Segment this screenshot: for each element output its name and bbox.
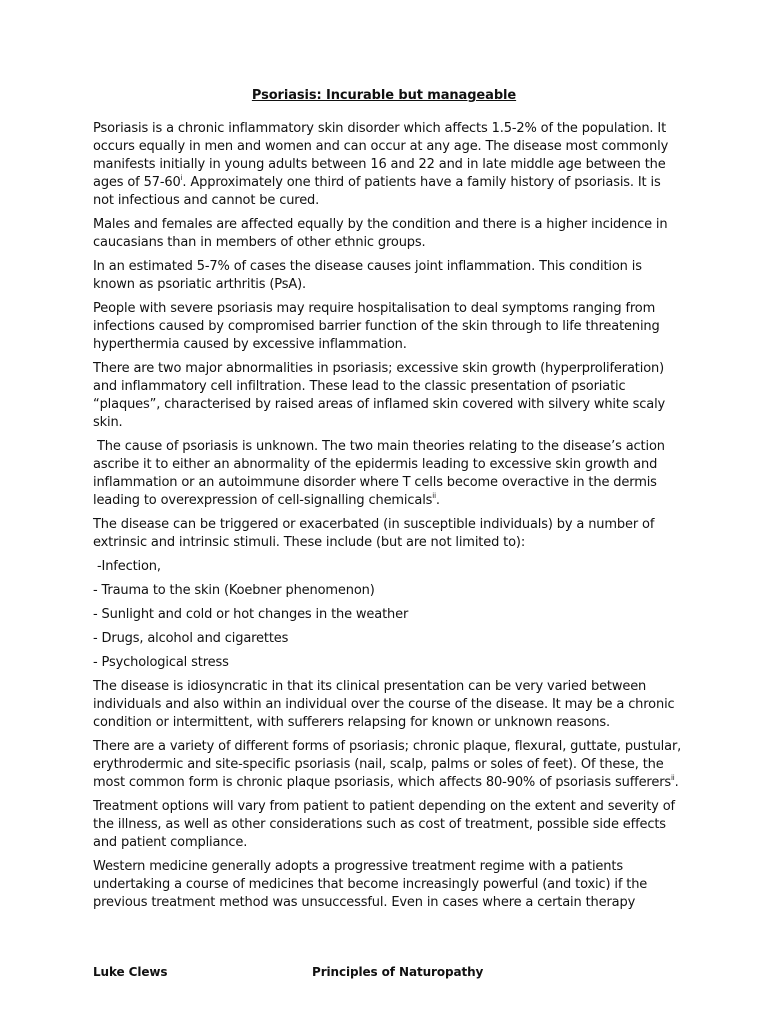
trigger-list-item: - Trauma to the skin (Koebner phenomenon) [93, 583, 375, 598]
paragraph-cause [93, 438, 683, 510]
footer-author: Luke Clews [93, 965, 168, 979]
trigger-list-item: - Psychological stress [93, 655, 229, 670]
paragraph-abnormalities [93, 360, 683, 432]
paragraph-prevalence [93, 120, 683, 210]
endnote-marker: ii [432, 492, 436, 500]
paragraph-text: The cause of psoriasis is unknown. The two main theories relating to the disease’s action ascribe it to either an abnormality of the epidermis leading to excessive skin growth and inflammation or an autoimmune disorder where T cells become overactive in the dermis leading to overexpression of cell-signalling chemicals [93, 439, 669, 508]
paragraph-text: . [674, 775, 679, 790]
paragraph-text: The disease is idiosyncratic in that its clinical presentation can be very varied between individuals and also within an individual over the course of the disease. It may be a chronic condition or intermittent, with sufferers relapsing for known or unknown reasons. [93, 679, 675, 730]
page-title: Psoriasis: Incurable but manageable [251, 88, 517, 103]
paragraph-severe-cases [93, 300, 683, 354]
footer-course: Principles of Naturopathy [312, 965, 484, 979]
paragraph-triggers-intro [93, 516, 683, 552]
paragraph-text: Treatment options will vary from patient to patient depending on the extent and severity of the illness, as well as other considerations such as cost of treatment, possible side effects and patient compliance. [93, 799, 675, 850]
paragraph-western-medicine [93, 858, 683, 912]
paragraph-text: The disease can be triggered or exacerbated (in susceptible individuals) by a number of extrinsic and intrinsic stimuli. These include (but are not limited to): [93, 517, 655, 550]
paragraph-arthritis [93, 258, 683, 294]
paragraph-treatment-options [93, 798, 683, 852]
trigger-list-item: - Sunlight and cold or hot changes in the weather [93, 607, 409, 622]
paragraph-text: Males and females are affected equally by the condition and there is a higher incidence in caucasians than in members of other ethnic groups. [93, 217, 668, 250]
paragraph-text: There are a variety of different forms of psoriasis; chronic plaque, flexural, guttate, pustular, erythrodermic and site-specific psoriasis (nail, scalp, palms or soles of feet). Of these, the most common form is chronic plaque psoriasis, which affects 80-90% of psoriasis sufferers [93, 739, 682, 790]
paragraph-forms [93, 738, 683, 792]
paragraph-text: People with severe psoriasis may require hospitalisation to deal symptoms ranging from infections caused by compromised barrier function of the skin through to life threatening hyperthermia caused by excessive inflammation. [93, 301, 660, 352]
trigger-list-item: - Drugs, alcohol and cigarettes [93, 631, 289, 646]
paragraph-text: . Approximately one third of patients have a family history of psoriasis. It is not infectious and cannot be cured. [93, 175, 661, 208]
paragraph-text: Psoriasis is a chronic inflammatory skin disorder which affects 1.5-2% of the population. It occurs equally in men and women and can occur at any age. The disease most commonly manifests initially in young adults between 16 and 22 and in late middle age between the ages of 57-60 [93, 121, 669, 190]
paragraph-text: In an estimated 5-7% of cases the disease causes joint inflammation. This condition is known as psoriatic arthritis (PsA). [93, 259, 642, 292]
endnote-marker: i [180, 174, 183, 182]
endnote-marker: ii [671, 774, 675, 782]
paragraph-text: There are two major abnormalities in psoriasis; excessive skin growth (hyperproliferation) and inflammatory cell infiltration. These lead to the classic presentation of psoriatic “plaques”, characterised by raised areas of inflamed skin covered with silvery white scaly skin. [93, 361, 666, 430]
trigger-list-item: -Infection, [93, 559, 161, 574]
paragraph-text: Western medicine generally adopts a progressive treatment regime with a patients undertaking a course of medicines that become increasingly powerful (and toxic) if the previous treatment method was unsuccessful. Even in cases where a certain therapy [93, 859, 648, 910]
paragraph-demographics [93, 216, 683, 252]
paragraph-idiosyncratic [93, 678, 683, 732]
document-body [93, 120, 683, 918]
paragraph-text: . [435, 493, 440, 508]
